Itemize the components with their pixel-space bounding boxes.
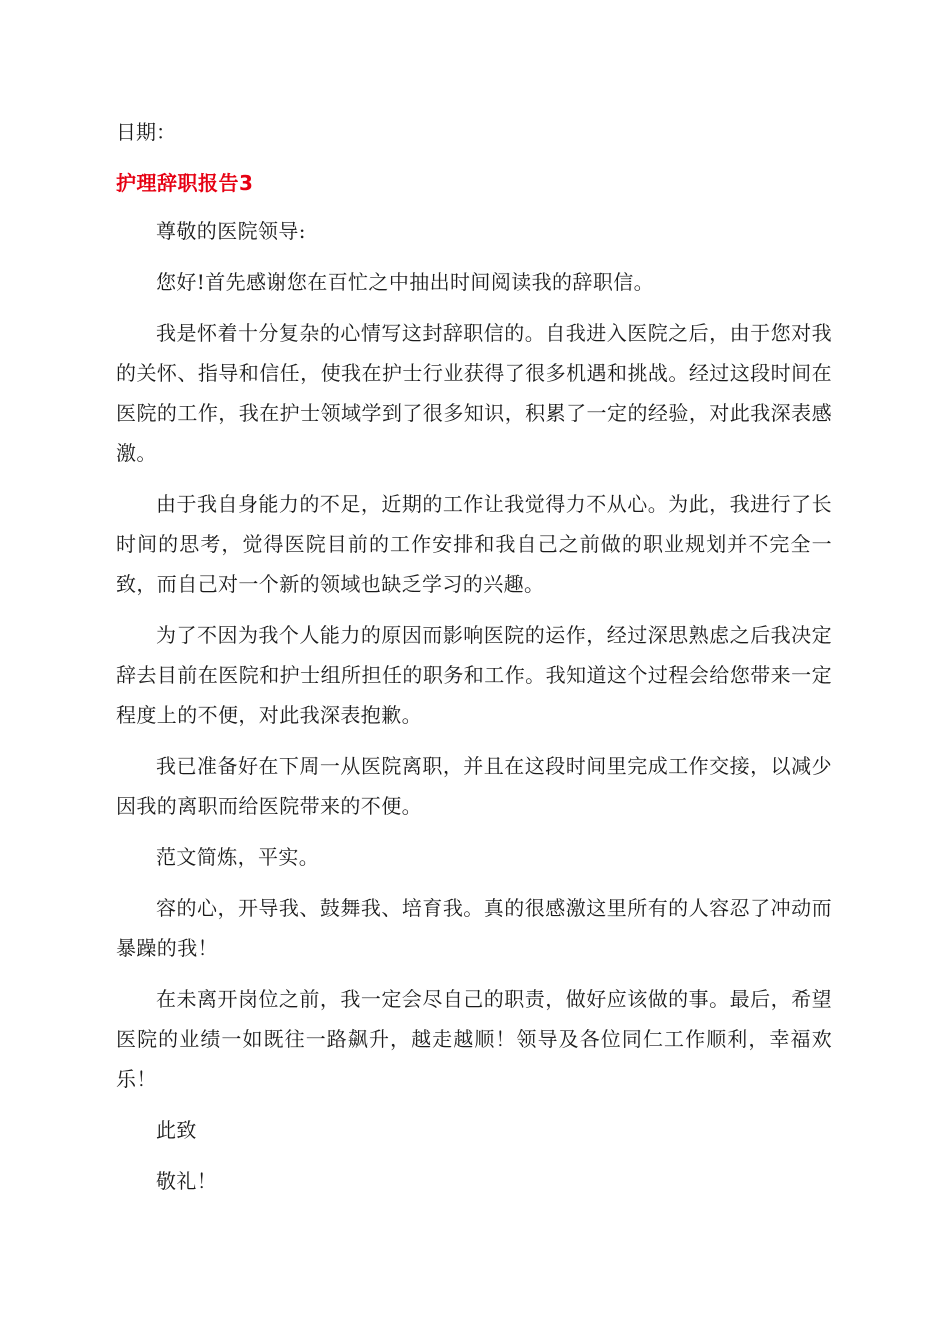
paragraph-wishes: 在未离开岗位之前，我一定会尽自己的职责，做好应该做的事。最后，希望医院的业绩一如既往一路飙升，越走越顺！领导及各位同仁工作顺利，幸福欢乐！ — [116, 987, 832, 1091]
paragraph-decision: 为了不因为我个人能力的原因而影响医院的运作，经过深思熟虑之后我决定辞去目前在医院和护士组所担任的职务和工作。我知道这个过程会给您带来一定程度上的不便，对此我深表抱歉。 — [116, 623, 832, 727]
date-label: 日期： — [116, 120, 176, 144]
paragraph-note: 范文简炼，平实。 — [156, 845, 320, 869]
paragraph-handover: 我已准备好在下周一从医院离职，并且在这段时间里完成工作交接，以减少因我的离职而给医院带来的不便。 — [116, 754, 832, 818]
paragraph-thanks: 容的心，开导我、鼓舞我、培育我。真的很感激这里所有的人容忍了冲动而暴躁的我！ — [116, 896, 832, 960]
salutation: 尊敬的医院领导: — [156, 219, 306, 243]
document-title: 护理辞职报告3 — [116, 171, 254, 195]
closing-regards: 此致 — [156, 1118, 197, 1142]
paragraph-greeting: 您好!首先感谢您在百忙之中抽出时间阅读我的辞职信。 — [156, 270, 655, 294]
paragraph-gratitude: 我是怀着十分复杂的心情写这封辞职信的。自我进入医院之后，由于您对我的关怀、指导和信任，使我在护士行业获得了很多机遇和挑战。经过这段时间在医院的工作，我在护士领域学到了很多知识，积累了一定的经验，对此我深表感激。 — [116, 321, 832, 465]
paragraph-reason: 由于我自身能力的不足，近期的工作让我觉得力不从心。为此，我进行了长时间的思考，觉得医院目前的工作安排和我自己之前做的职业规划并不完全一致，而自己对一个新的领域也缺乏学习的兴趣。 — [116, 492, 832, 596]
document-body — [116, 112, 832, 1201]
closing-salute: 敬礼！ — [156, 1169, 218, 1193]
